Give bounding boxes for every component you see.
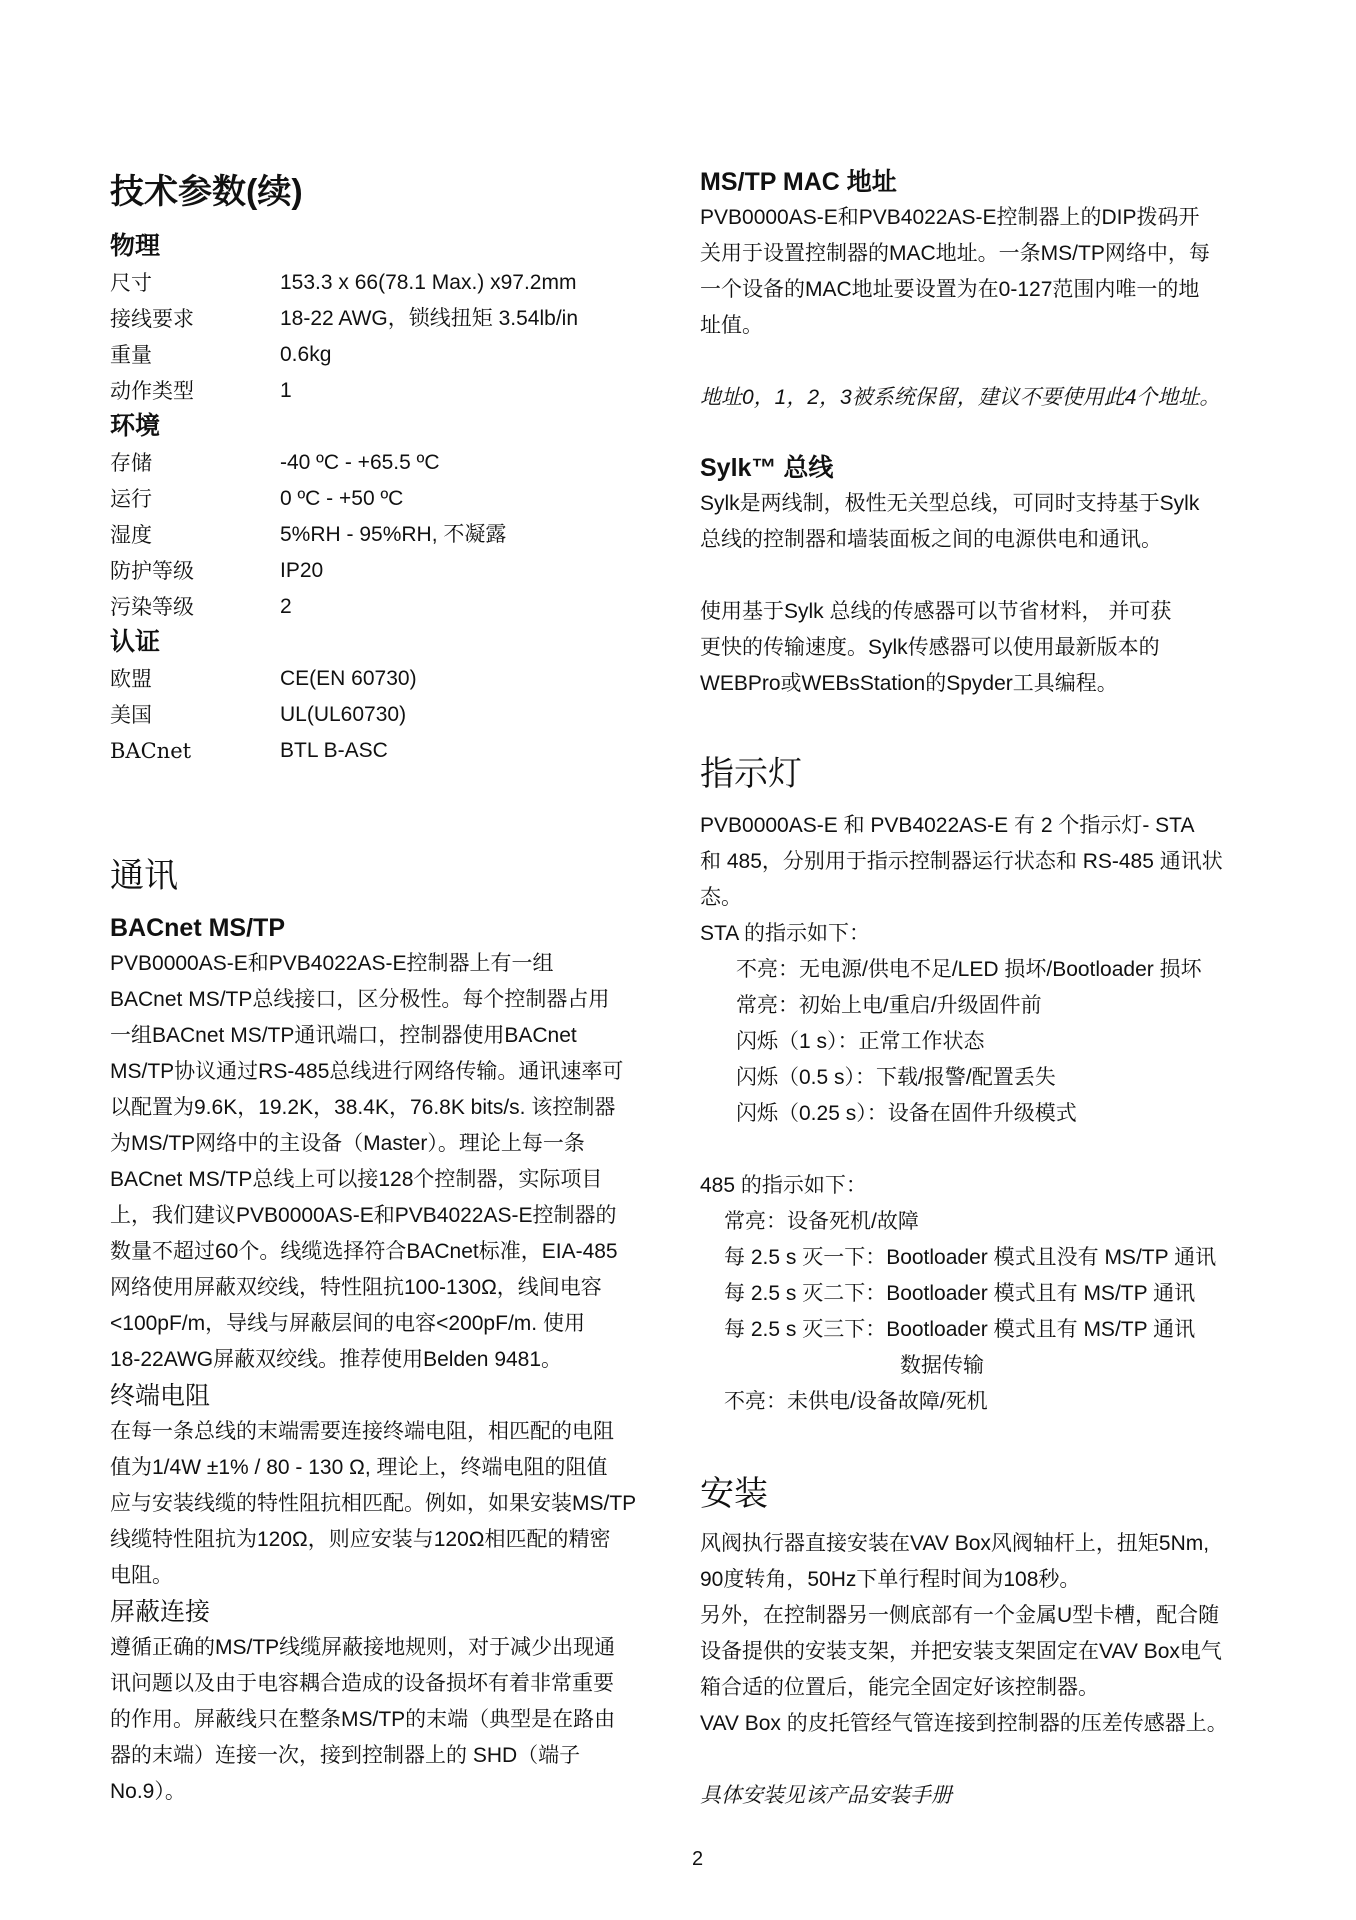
spec-label: 污染等级 xyxy=(110,595,194,619)
text-line: 风阀执行器直接安装在VAV Box风阀轴杆上，扭矩5Nm, xyxy=(700,1532,1210,1555)
led-heading: 指示灯 xyxy=(700,755,802,793)
text-line: 一组BACnet MS/TP通讯端口，控制器使用BACnet xyxy=(110,1024,577,1047)
text-line: 和 485，分别用于指示控制器运行状态和 RS-485 通讯状 xyxy=(700,850,1223,873)
sta-item: 闪烁（0.25 s）：设备在固件升级模式 xyxy=(736,1102,1077,1125)
section-title-comm: 通讯 xyxy=(110,857,178,895)
text-line: 应与安装线缆的特性阻抗相匹配。例如，如果安装MS/TP xyxy=(110,1492,637,1515)
terminal-paragraph xyxy=(110,1414,636,1594)
text-line: 18-22AWG屏蔽双绞线。推荐使用Belden 9481。 xyxy=(110,1348,563,1371)
spec-value: -40 ºC - +65.5 ºC xyxy=(280,451,440,474)
spec-value: 5%RH - 95%RH, 不凝露 xyxy=(280,523,507,546)
text-line: 的作用。屏蔽线只在整条MS/TP的末端（典型是在路由 xyxy=(110,1708,616,1731)
sta-item: 不亮：无电源/供电不足/LED 损坏/Bootloader 损坏 xyxy=(736,958,1202,981)
text-line: 为MS/TP网络中的主设备（Master）。理论上每一条 xyxy=(110,1132,585,1155)
text-line: 设备提供的安装支架，并把安装支架固定在VAV Box电气 xyxy=(700,1640,1222,1663)
text-line: 关用于设置控制器的MAC地址。一条MS/TP网络中，每 xyxy=(700,242,1210,265)
mac-heading: MS/TP MAC 地址 xyxy=(700,168,897,196)
text-line: PVB0000AS-E 和 PVB4022AS-E 有 2 个指示灯- STA xyxy=(700,814,1195,837)
sylk-paragraph-1 xyxy=(700,486,1199,558)
text-line: 在每一条总线的末端需要连接终端电阻，相匹配的电阻 xyxy=(110,1420,614,1443)
sylk-heading: Sylk™ 总线 xyxy=(700,454,834,482)
page-number: 2 xyxy=(692,1848,704,1870)
shield-paragraph xyxy=(110,1630,615,1810)
r485-item: 每 2.5 s 灭三下：Bootloader 模式且有 MS/TP 通讯 xyxy=(724,1318,1196,1341)
text-line: 使用基于Sylk 总线的传感器可以节省材料， 并可获 xyxy=(700,600,1172,623)
text-line: MS/TP协议通过RS-485总线进行网络传输。通讯速率可 xyxy=(110,1060,624,1083)
text-line: 值为1/4W ±1% / 80 - 130 Ω, 理论上，终端电阻的阻值 xyxy=(110,1456,608,1479)
spec-value: CE(EN 60730) xyxy=(280,667,417,690)
text-line: 90度转角，50Hz下单行程时间为108秒。 xyxy=(700,1568,1081,1591)
spec-value: 0.6kg xyxy=(280,343,332,366)
certification-heading: 认证 xyxy=(110,628,161,656)
spec-label: 接线要求 xyxy=(110,307,194,331)
install-note xyxy=(700,1778,952,1814)
text-line: 更快的传输速度。Sylk传感器可以使用最新版本的 xyxy=(700,636,1160,659)
text-line: BACnet MS/TP总线上可以接128个控制器，实际项目 xyxy=(110,1168,603,1191)
spec-label: BACnet xyxy=(110,739,192,763)
spec-label: 尺寸 xyxy=(110,271,152,295)
text-line: VAV Box 的皮托管经气管连接到控制器的压差传感器上。 xyxy=(700,1712,1228,1735)
spec-value: BTL B-ASC xyxy=(280,739,388,762)
text-line: 以配置为9.6K，19.2K，38.4K，76.8K bits/s. 该控制器 xyxy=(110,1096,616,1119)
text-line: 上，我们建议PVB0000AS-E和PVB4022AS-E控制器的 xyxy=(110,1204,617,1227)
r485-item: 每 2.5 s 灭一下：Bootloader 模式且没有 MS/TP 通讯 xyxy=(724,1246,1217,1269)
spec-value: 2 xyxy=(280,595,292,618)
text-line: 总线的控制器和墙装面板之间的电源供电和通讯。 xyxy=(700,528,1162,551)
text-line: WEBPro或WEBsStation的Spyder工具编程。 xyxy=(700,672,1118,695)
r485-item: 每 2.5 s 灭二下：Bootloader 模式且有 MS/TP 通讯 xyxy=(724,1282,1196,1305)
text-line: 态。 xyxy=(700,886,742,909)
physical-heading: 物理 xyxy=(110,232,161,260)
spec-label: 美国 xyxy=(110,703,152,727)
text-line: 485 的指示如下： xyxy=(700,1174,867,1197)
spec-value: UL(UL60730) xyxy=(280,703,407,726)
r485-title xyxy=(700,1168,867,1204)
text-line: 讯问题以及由于电容耦合造成的设备损坏有着非常重要 xyxy=(110,1672,614,1695)
spec-label: 重量 xyxy=(110,343,152,367)
shield-heading: 屏蔽连接 xyxy=(110,1598,211,1626)
text-line: 数量不超过60个。线缆选择符合BACnet标准，EIA-485 xyxy=(110,1240,618,1263)
led-paragraph xyxy=(700,808,1223,916)
text-line: PVB0000AS-E和PVB4022AS-E控制器上有一组 xyxy=(110,952,554,975)
text-line: 器的末端）连接一次，接到控制器上的 SHD（端子 xyxy=(110,1744,581,1767)
section-title-specs: 技术参数(续) xyxy=(110,173,303,211)
spec-label: 存储 xyxy=(110,451,152,475)
text-line: Sylk是两线制，极性无关型总线，可同时支持基于Sylk xyxy=(700,492,1200,515)
spec-label: 动作类型 xyxy=(110,379,194,403)
bacnet-heading: BACnet MS/TP xyxy=(110,914,285,942)
text-line: 网络使用屏蔽双绞线，特性阻抗100-130Ω，线间电容 xyxy=(110,1276,602,1299)
sta-item: 闪烁（1 s）：正常工作状态 xyxy=(736,1030,985,1053)
text-line: 址值。 xyxy=(700,314,763,337)
spec-label: 湿度 xyxy=(110,523,152,547)
sta-title xyxy=(700,916,870,952)
mac-note xyxy=(700,380,1220,416)
text-line: 箱合适的位置后，能完全固定好该控制器。 xyxy=(700,1676,1099,1699)
spec-label: 运行 xyxy=(110,487,152,511)
text-line: 电阻。 xyxy=(110,1564,173,1587)
spec-value: 0 ºC - +50 ºC xyxy=(280,487,404,510)
r485-item-continuation: 数据传输 xyxy=(900,1354,984,1377)
spec-value: IP20 xyxy=(280,559,324,582)
text-line: No.9）。 xyxy=(110,1780,186,1803)
environment-heading: 环境 xyxy=(110,412,161,440)
text-line: 地址0，1，2，3被系统保留，建议不要使用此4个地址。 xyxy=(700,386,1221,409)
text-line: PVB0000AS-E和PVB4022AS-E控制器上的DIP拨码开 xyxy=(700,206,1200,229)
install-heading: 安装 xyxy=(700,1475,768,1513)
text-line: 线缆特性阻抗为120Ω，则应安装与120Ω相匹配的精密 xyxy=(110,1528,611,1551)
sylk-paragraph-2 xyxy=(700,594,1171,702)
text-line: 另外，在控制器另一侧底部有一个金属U型卡槽，配合随 xyxy=(700,1604,1220,1627)
mac-paragraph xyxy=(700,200,1210,344)
spec-value: 1 xyxy=(280,379,292,402)
sta-item: 闪烁（0.5 s）：下载/报警/配置丢失 xyxy=(736,1066,1056,1089)
r485-item: 常亮：设备死机/故障 xyxy=(724,1210,919,1233)
text-line: 遵循正确的MS/TP线缆屏蔽接地规则，对于减少出现通 xyxy=(110,1636,616,1659)
text-line: <100pF/m，导线与屏蔽层间的电容<200pF/m. 使用 xyxy=(110,1312,585,1335)
sta-item: 常亮：初始上电/重启/升级固件前 xyxy=(736,994,1042,1017)
spec-label: 欧盟 xyxy=(110,667,152,691)
text-line: BACnet MS/TP总线接口，区分极性。每个控制器占用 xyxy=(110,988,610,1011)
terminal-heading: 终端电阻 xyxy=(110,1382,211,1410)
spec-value: 18-22 AWG，锁线扭矩 3.54lb/in xyxy=(280,307,578,330)
text-line: STA 的指示如下： xyxy=(700,922,870,945)
r485-item: 不亮：未供电/设备故障/死机 xyxy=(724,1390,988,1413)
text-line: 具体安装见该产品安装手册 xyxy=(700,1784,952,1807)
text-line: 一个设备的MAC地址要设置为在0-127范围内唯一的地 xyxy=(700,278,1200,301)
spec-value: 153.3 x 66(78.1 Max.) x97.2mm xyxy=(280,271,577,294)
spec-label: 防护等级 xyxy=(110,559,194,583)
install-paragraph xyxy=(700,1526,1228,1742)
bacnet-paragraph xyxy=(110,946,623,1378)
